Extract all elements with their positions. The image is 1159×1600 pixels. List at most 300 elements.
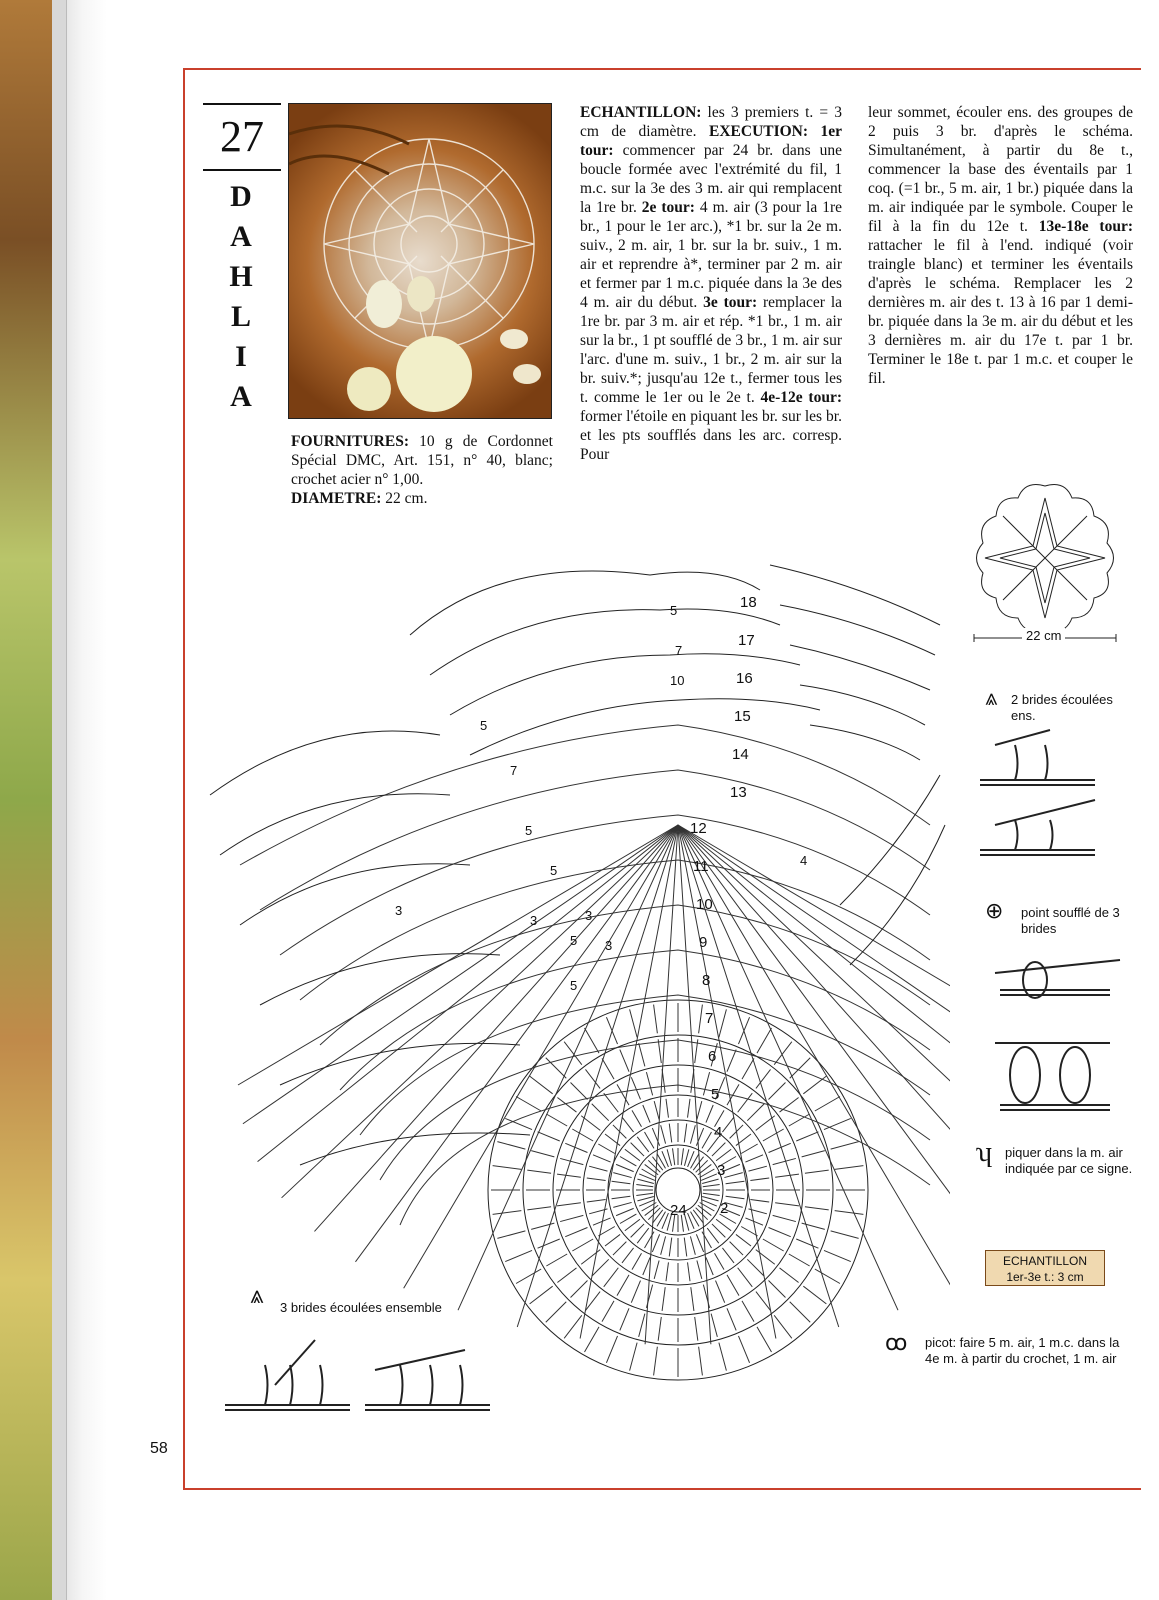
web-line (678, 825, 950, 1262)
stitch-tick (763, 1239, 784, 1251)
round-curve (240, 725, 930, 865)
stitch-tick (560, 1215, 583, 1221)
stitch-tick (639, 1314, 645, 1337)
stitch-tick (605, 1234, 620, 1246)
web-line (314, 825, 678, 1231)
round-curve (280, 815, 930, 955)
round-label: 7 (705, 1010, 714, 1027)
stitch-tick (565, 1228, 587, 1237)
stitch-tick (654, 1101, 659, 1119)
stitch-tick (780, 1097, 799, 1112)
stitch-tick (669, 1238, 671, 1257)
stitch-tick (658, 1317, 661, 1341)
stitch-tick (696, 1160, 708, 1172)
stitch-tick (730, 1242, 743, 1255)
stitch-tick (631, 1281, 640, 1303)
legend-three-dc-together (250, 1283, 510, 1315)
stitch-tick (620, 1308, 629, 1330)
stitch-tick (637, 1196, 653, 1200)
stitch-tick (606, 1336, 617, 1363)
instructions-column-2 (868, 103, 1133, 388)
stitch-tick (749, 1166, 767, 1171)
stitch-tick (684, 1124, 686, 1143)
stitch-tick (654, 1005, 658, 1034)
legend-three-dc-illustration (225, 1335, 495, 1420)
diameter-value: 22 cm. (381, 490, 428, 507)
stitch-tick (557, 1174, 581, 1177)
stitch-tick (724, 1173, 742, 1178)
web-line (404, 825, 678, 1288)
puff-stitch-icon: ⊕ (985, 898, 1004, 923)
stitch-tick (564, 1042, 582, 1065)
stitch-tick (688, 1099, 690, 1118)
stitch-tick (565, 1143, 587, 1152)
round-label: 8 (702, 972, 711, 989)
stitch-tick (662, 1287, 665, 1311)
web-line (243, 825, 678, 1124)
stitch-tick (757, 1327, 772, 1352)
stitch-tick (697, 1261, 702, 1279)
legend-picot (885, 1330, 1135, 1366)
stitch-tick (648, 1160, 660, 1172)
stitch-tick (696, 1234, 703, 1252)
diameter-label: DIAMETRE: (291, 490, 382, 507)
legend-two-dc-together (985, 685, 1135, 723)
chain-count-label: 5 (570, 978, 578, 993)
stitch-tick (658, 1039, 661, 1063)
stitch-tick (774, 1042, 792, 1065)
stitch-tick (703, 1185, 720, 1187)
round-label: 11 (693, 858, 709, 875)
stitch-tick (769, 1281, 786, 1298)
stitch-tick (636, 1193, 653, 1195)
stitch-tick (802, 1223, 825, 1229)
stitch-tick (661, 1236, 666, 1254)
stitch-tick (572, 1239, 593, 1251)
stitch-tick (693, 1157, 703, 1170)
stitch-tick (645, 1205, 658, 1215)
round1-text: commencer par 24 br. dans une boucle formée avec l'extrémité du fil, 1 m.c. sur la 3e des 3 m. air qui remplacent la 1re br. (580, 142, 842, 216)
legend-puff-text: point soufflé de 3 brides (1021, 905, 1120, 936)
stitch-tick (632, 1253, 642, 1269)
stitch-tick (790, 1302, 811, 1323)
stitch-tick (598, 1144, 614, 1154)
title-letter: H (229, 260, 255, 293)
stitch-tick (587, 1200, 606, 1202)
stitch-tick (756, 1069, 771, 1088)
stitch-tick (527, 1207, 551, 1210)
stitch-tick (538, 1239, 560, 1248)
legend-puff-illustration (990, 955, 1140, 1115)
book-gutter (52, 0, 66, 1600)
stitch-tick (774, 1315, 792, 1338)
supplies-value: 10 g de Cordonnet Spécial DMC, Art. 151, n° 40, blanc; crochet acier n° 1,00. (291, 433, 553, 488)
stitch-tick (613, 1242, 626, 1255)
stitch-tick (775, 1203, 799, 1206)
stitch-tick (803, 1076, 826, 1094)
round-label: 16 (736, 670, 753, 687)
supplies-text (291, 432, 553, 508)
stitch-tick (592, 1104, 609, 1121)
stitch-tick (505, 1250, 532, 1261)
stitch-tick (835, 1211, 864, 1215)
stitch-tick (493, 1211, 522, 1215)
sample-label: ECHANTILLON: (580, 104, 702, 121)
round-label: 2 (720, 1200, 729, 1217)
title-letter: I (235, 340, 249, 373)
stitch-tick (602, 1058, 614, 1079)
stitch-tick (736, 1234, 751, 1246)
stitch-tick (706, 1105, 713, 1123)
chain-count-label: 5 (550, 863, 558, 878)
stitch-tick (531, 1151, 554, 1157)
title-letter: A (230, 380, 254, 413)
stitch-tick (620, 1157, 636, 1167)
stitch-tick (697, 1101, 702, 1119)
chain-count-label: 4 (800, 853, 808, 868)
legend-puff (985, 898, 1135, 936)
stitch-tick (824, 1118, 851, 1129)
stitch-tick (620, 1050, 629, 1072)
stitch-tick (589, 1166, 607, 1171)
sample-badge (985, 1250, 1105, 1286)
stitch-tick (560, 1158, 583, 1164)
stitch-tick (493, 1166, 522, 1170)
stitch-tick (796, 1239, 818, 1248)
stitch-tick (604, 1093, 619, 1112)
stitch-tick (505, 1118, 532, 1129)
stitch-tick (742, 1058, 754, 1079)
two-dc-together-icon: ⩓ (985, 685, 998, 710)
stitch-tick (616, 1164, 634, 1171)
instructions-column-1 (580, 103, 842, 464)
stitch-tick (805, 1207, 829, 1210)
legend-insert (975, 1137, 1135, 1176)
stitch-tick (616, 1208, 634, 1215)
stitch-tick (557, 1203, 581, 1206)
stitch-tick (706, 1257, 713, 1275)
stitch-tick (612, 1181, 631, 1183)
page-edge (66, 0, 107, 1600)
round-label: 15 (734, 708, 751, 725)
web-line (678, 825, 950, 1162)
stitch-tick (581, 1250, 600, 1265)
stitch-tick (722, 1248, 734, 1263)
stitch-tick (637, 1228, 649, 1243)
sample-badge-title: ECHANTILLON (1002, 1254, 1088, 1268)
round-label: 24 (670, 1202, 687, 1219)
stitch-tick (497, 1231, 525, 1239)
round-label: 13 (730, 784, 747, 801)
stitch-tick (698, 1205, 711, 1215)
stitch-tick (831, 1231, 859, 1239)
stitch-tick (757, 1028, 772, 1053)
stitch-tick (564, 1315, 582, 1338)
stitch-tick (719, 1343, 727, 1371)
stitch-tick (802, 1151, 825, 1157)
stitch-tick (789, 1114, 810, 1126)
stitch-tick (530, 1076, 553, 1094)
doily-size-label: 22 cm (1022, 628, 1065, 644)
round-label: 14 (732, 746, 749, 763)
stitch-tick (695, 1317, 698, 1341)
stitch-tick (741, 1144, 757, 1154)
chain-count-label: 5 (670, 603, 678, 618)
stitch-tick (632, 1110, 642, 1126)
insert-mark-icon: ʮ (975, 1137, 993, 1168)
chain-count-label: 10 (670, 673, 685, 688)
pattern-number: 27 (220, 112, 264, 161)
stitch-tick (684, 1149, 688, 1165)
web-line (678, 825, 950, 1124)
stitch-tick (688, 1262, 690, 1281)
stitch-tick (630, 1343, 638, 1371)
stitch-tick (620, 1214, 636, 1224)
stitch-tick (780, 1268, 799, 1283)
stitch-tick (625, 1149, 640, 1161)
stitch-tick (703, 1193, 720, 1195)
legend-two-dc-illustration (975, 725, 1125, 865)
stitch-tick (673, 1148, 675, 1165)
stitch-tick (750, 1178, 769, 1180)
stitch-tick (726, 1196, 745, 1198)
chain-count-label: 3 (585, 908, 593, 923)
stitch-tick (661, 1125, 666, 1143)
stitch-tick (669, 1124, 671, 1143)
stitch-tick (612, 1196, 631, 1198)
round4-text: former l'étoile en piquant les br. sur les br. et les pts soufflés dans les arc. corresp. Pour (580, 408, 842, 463)
supplies-label: FOURNITURES: (291, 433, 409, 450)
stitch-tick (719, 1009, 727, 1037)
stitch-tick (639, 1043, 645, 1066)
stitch-tick (630, 1009, 638, 1037)
stitch-tick (602, 1301, 614, 1322)
stitch-tick (727, 1050, 736, 1072)
stitch-tick (715, 1253, 725, 1269)
stitch-tick (652, 1157, 662, 1170)
round-label: 4 (714, 1124, 723, 1141)
round3-text: remplacer la 1re br. par 3 m. air et rép. *1 br., 1 m. air sur la br., 1 pt soufflé de 3 br., 1 m. air sur l'arc. d'une m. suiv., 1 br., 2 m. air sur la br. suiv.*; jusqu'au 12e t., fermer tous les t. comme le 1er ou le 2e t. (580, 294, 842, 406)
stitch-tick (747, 1104, 764, 1121)
stitch-tick (654, 1261, 659, 1279)
pattern-header (203, 103, 281, 417)
chain-count-label: 5 (480, 718, 488, 733)
stitch-tick (516, 1097, 541, 1112)
stitch-tick (585, 1069, 600, 1088)
stitch-tick (824, 1250, 851, 1261)
stitch-tick (643, 1105, 650, 1123)
round-label: 18 (740, 594, 757, 611)
chain-count-label: 5 (570, 933, 578, 948)
stitch-tick (690, 1125, 695, 1143)
stitch-tick (585, 1028, 600, 1053)
stitch-tick (702, 1196, 718, 1200)
stitch-tick (712, 1224, 725, 1237)
stitch-tick (617, 1084, 629, 1105)
doily-photo (288, 103, 552, 419)
stitch-tick (691, 1287, 694, 1311)
round13-label: 13e-18e tour: (1027, 218, 1133, 235)
stitch-tick (696, 1208, 708, 1220)
stitch-tick (815, 1269, 840, 1284)
stitch-tick (646, 1072, 652, 1095)
stitch-tick (703, 1072, 709, 1095)
stitch-tick (727, 1275, 739, 1296)
round-label: 3 (717, 1162, 726, 1179)
stitch-tick (699, 1347, 703, 1376)
stitch-tick (538, 1132, 560, 1141)
round4-label: 4e-12e tour: (754, 389, 842, 406)
legend-two-dc-text: 2 brides écoulées ens. (1011, 692, 1113, 723)
stitch-tick (763, 1129, 784, 1141)
stitch-tick (587, 1178, 606, 1180)
title-letter: D (230, 180, 254, 213)
stitch-tick (637, 1137, 649, 1152)
stitch-tick (666, 1262, 668, 1281)
stitch-tick (716, 1281, 725, 1303)
round-curve (320, 905, 930, 1045)
stitch-tick (613, 1173, 631, 1178)
stitch-tick (643, 1257, 650, 1275)
stitch-tick (681, 1148, 683, 1165)
sample-badge-text: 1er-3e t.: 3 cm (1006, 1270, 1084, 1284)
chain-count-label: 3 (605, 938, 613, 953)
stitch-tick (831, 1142, 859, 1150)
stitch-tick (527, 1170, 551, 1173)
stitch-tick (666, 1099, 668, 1118)
round-label: 5 (711, 1086, 720, 1103)
legend-insert-text: piquer dans la m. air indiquée par ce signe. (1005, 1145, 1133, 1176)
stitch-tick (613, 1202, 631, 1207)
stitch-tick (604, 1268, 619, 1287)
stitch-tick (716, 1219, 731, 1231)
stitch-tick (775, 1174, 799, 1177)
title-letter: L (230, 300, 253, 333)
chain-count-label: 7 (510, 763, 518, 778)
stitch-tick (716, 1149, 731, 1161)
stitch-tick (707, 1228, 719, 1243)
stitch-tick (769, 1083, 786, 1100)
stitch-tick (835, 1166, 864, 1170)
execution-label: EXECUTION: 1er tour: (580, 123, 842, 159)
chain-count-label: 5 (525, 823, 533, 838)
stitch-tick (750, 1200, 769, 1202)
stitch-tick (631, 1077, 640, 1099)
stitch-tick (531, 1223, 554, 1229)
round-label: 17 (738, 632, 755, 649)
stitch-tick (722, 1117, 734, 1132)
stitch-tick (631, 1143, 644, 1156)
stitch-tick (654, 1347, 658, 1376)
round-label: 6 (708, 1048, 717, 1065)
stitch-tick (546, 1254, 567, 1266)
stitch-tick (546, 1114, 567, 1126)
stitch-tick (769, 1228, 791, 1237)
stitch-tick (625, 1219, 640, 1231)
stitch-tick (711, 1314, 717, 1337)
stitch-tick (648, 1208, 660, 1220)
round-curve (300, 860, 930, 1000)
stitch-tick (546, 1302, 567, 1323)
stitch-tick (769, 1143, 791, 1152)
round-curve (260, 770, 930, 910)
stitch-tick (571, 1281, 588, 1298)
stitch-tick (745, 1155, 763, 1162)
round-label: 12 (690, 820, 707, 837)
stitch-tick (622, 1248, 634, 1263)
stitch-tick (738, 1268, 753, 1287)
doily-outline-thumbnail (970, 478, 1120, 648)
stitch-tick (645, 1132, 655, 1148)
web-line (258, 825, 678, 1162)
stitch-tick (497, 1142, 525, 1150)
page-number: 58 (150, 1440, 168, 1457)
three-dc-together-icon: ⩓ (250, 1283, 264, 1309)
round-curve (380, 1040, 930, 1180)
stitch-tick (636, 1185, 653, 1187)
round3-label: 3e tour: (697, 294, 758, 311)
stitch-tick (690, 1236, 695, 1254)
sample-text: les 3 premiers t. = 3 cm de diamètre. (580, 104, 842, 140)
stitch-tick (796, 1132, 818, 1141)
round-label: 9 (699, 934, 708, 951)
stitch-tick (631, 1224, 644, 1237)
stitch-tick (789, 1254, 810, 1266)
stitch-tick (637, 1179, 653, 1183)
stitch-tick (702, 1179, 718, 1183)
stitch-tick (667, 1149, 671, 1165)
stitch-tick (803, 1286, 826, 1304)
stitch-tick (557, 1268, 576, 1283)
stitch-tick (593, 1155, 611, 1162)
round-curve (400, 1085, 930, 1225)
stitch-tick (773, 1158, 796, 1164)
stitch-tick (530, 1286, 553, 1304)
stitch-tick (773, 1215, 796, 1221)
chain-count-label: 3 (530, 913, 538, 928)
legend-picot-text: picot: faire 5 m. air, 1 m.c. dans la 4e m. à partir du crochet, 1 m. air (925, 1335, 1120, 1366)
stitch-tick (756, 1250, 775, 1265)
stitch-tick (726, 1181, 745, 1183)
legend-three-dc-text: 3 brides écoulées ensemble (280, 1300, 442, 1315)
col3-text-b: rattacher le fil à l'end. indiqué (voir traingle blanc) et terminer les éventails d'après le schéma. Remplacer les 2 dernières m. air des t. 13 à 16 par 1 demi-br. piquée dans la 3e m. air du début et les 3 dernières m. air du 17e t. par 1 br. Terminer le 18e t. par 1 m.c. et couper le fil. (868, 237, 1133, 387)
col3-text-a: leur sommet, écouler ens. des groupes de 2 puis 3 br. d'après le schéma. Simultanément, à partir du 8e t., commencer la base des éventails par 1 coq. (=1 br., 5 m. air, 1 br.) piquée dans la m. air indiquée par le symbole. Couper le fil à la fin du 12e t. (868, 104, 1133, 235)
round2-text: 4 m. air (3 pour la 1re br., 1 pour le 1er arc.), *1 br. sur la 2e m. suiv., 2 m. air, 1 br. sur la br. suiv., 1 m. air et reprendre à*, terminer par 2 m. air et fermer par 1 m.c. piquée dans la 3e des 4 m. air du début. (580, 199, 842, 311)
stitch-tick (815, 1097, 840, 1112)
stitch-tick (622, 1117, 634, 1132)
stitch-tick (684, 1238, 686, 1257)
chain-count-label: 3 (395, 903, 403, 918)
chain-count-label: 7 (675, 643, 683, 658)
stitch-tick (738, 1336, 749, 1363)
stitch-tick (805, 1170, 829, 1173)
round-label: 10 (696, 896, 713, 913)
stitch-tick (699, 1005, 703, 1034)
round2-label: 2e tour: (636, 199, 695, 216)
stitch-tick (585, 1327, 600, 1352)
title-letter: A (230, 220, 254, 253)
stitch-tick (652, 1234, 659, 1252)
stitch-tick (516, 1269, 541, 1284)
picot-icon: ꝏ (885, 1330, 908, 1355)
stitch-tick (702, 1132, 712, 1148)
stitch-tick (727, 1308, 736, 1330)
stitch-tick (617, 1275, 629, 1296)
stitch-tick (572, 1129, 593, 1141)
stitch-tick (712, 1143, 725, 1156)
stitch-tick (742, 1301, 754, 1322)
stitch-tick (571, 1083, 588, 1100)
